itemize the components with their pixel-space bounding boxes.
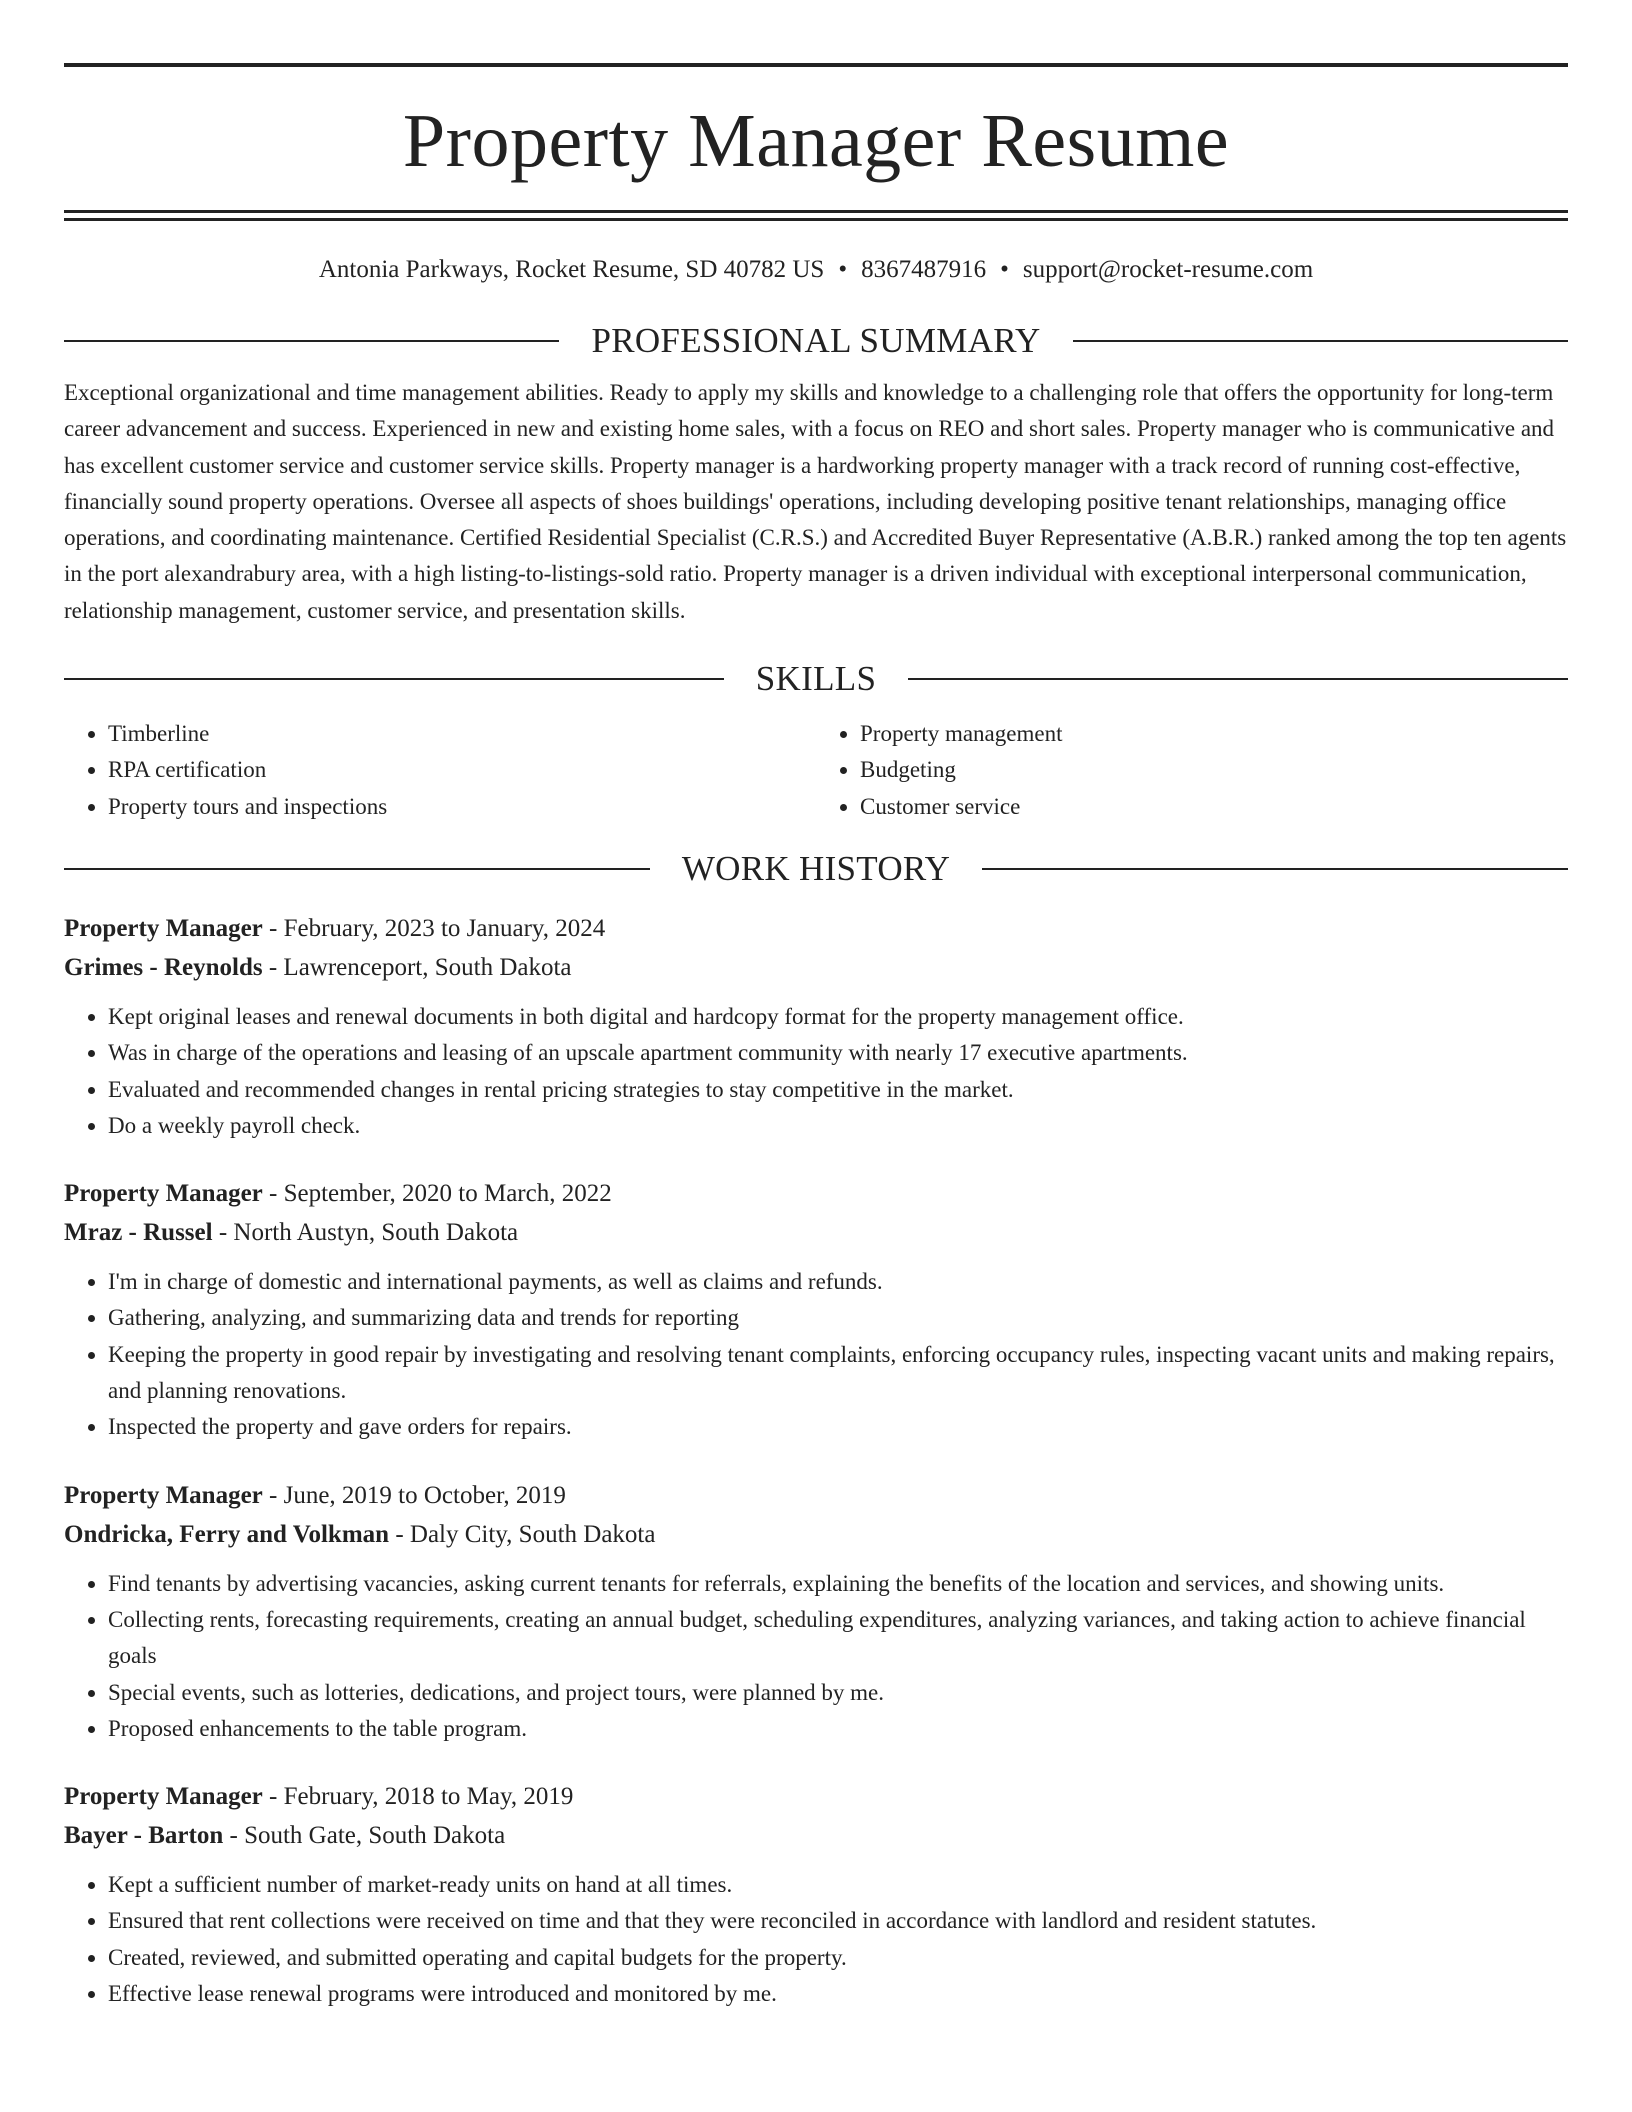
heading-rule-left (64, 868, 650, 870)
job-dates: - September, 2020 to March, 2022 (262, 1180, 612, 1208)
summary-heading-text: PROFESSIONAL SUMMARY (591, 321, 1041, 360)
heading-rule-right (982, 868, 1568, 870)
job-title-line (64, 1777, 1568, 1816)
job-title-line (64, 1476, 1568, 1515)
duty-item: • Do a weekly payroll check. (108, 1108, 1568, 1144)
contact-address: Antonia Parkways, Rocket Resume, SD 40782 US (318, 256, 825, 283)
skill-item: • Timberline (108, 716, 816, 752)
job-company-line (64, 1213, 1568, 1252)
job-company: Grimes - Reynolds (64, 953, 263, 981)
job-title: Property Manager (64, 1481, 263, 1509)
job-entry (64, 1777, 1568, 2012)
skills-heading-text: SKILLS (755, 659, 877, 699)
job-company: Ondricka, Ferry and Volkman (64, 1520, 390, 1548)
contact-separator: • (838, 256, 848, 283)
job-company: Mraz - Russel (64, 1219, 213, 1247)
duty-item: • Kept a sufficient number of market-ready units on hand at all times. (108, 1867, 1568, 1903)
job-dates: - June, 2019 to October, 2019 (262, 1481, 566, 1509)
duty-item: • Evaluated and recommended changes in rental pricing strategies to stay competitive in the market. (108, 1072, 1568, 1108)
job-duties (64, 999, 1568, 1144)
work-history-list (64, 909, 1568, 2012)
job-location: - North Austyn, South Dakota (212, 1219, 519, 1247)
duty-item: • I'm in charge of domestic and international payments, as well as claims and refunds. (108, 1264, 1568, 1300)
job-title: Property Manager (64, 1180, 263, 1208)
summary-text: Exceptional organizational and time management abilities. Ready to apply my skills and knowledge to a challenging role that offers the opportunity for long-term career advancement and success. Experienced in new and existing home sales, with a focus on REO and short sales. Property manager who is communicative and has excellent customer service and customer service skills. Property manager is a hardworking property manager with a track record of running cost-effective, financially sound property operations. Oversee all aspects of shoes buildings' operations, including developing positive tenant relationships, managing office operations, and coordinating maintenance. Certified Residential Specialist (C.R.S.) and Accredited Buyer Representative (A.B.R.) ranked among the top ten agents in the port alexandrabury area, with a high listing-to-listings-sold ratio. Property manager is a driven individual with exceptional interpersonal communication, relationship management, customer service, and presentation skills. (64, 380, 1567, 623)
duty-item: • Gathering, analyzing, and summarizing data and trends for reporting (108, 1300, 1568, 1336)
contact-separator: • (1000, 256, 1009, 283)
skill-item: • Property management (860, 716, 1568, 752)
contact-email: support@rocket-resume.com (1022, 256, 1314, 283)
duty-item: • Proposed enhancements to the table program. (108, 1711, 1568, 1747)
summary-heading (64, 321, 1568, 361)
job-entry (64, 909, 1568, 1144)
job-dates: - February, 2023 to January, 2024 (262, 914, 606, 942)
duty-item: • Effective lease renewal programs were introduced and monitored by me. (108, 1976, 1568, 2012)
resume-title: Property Manager Resume (402, 99, 1230, 183)
work-history-heading-text: WORK HISTORY (681, 848, 951, 888)
skill-item: • Property tours and inspections (108, 789, 816, 825)
job-duties (64, 1264, 1568, 1445)
duty-item: • Ensured that rent collections were received on time and that they were reconciled in accordance with landlord and resident statutes. (108, 1903, 1568, 1939)
work-history-heading (64, 849, 1568, 889)
duty-item: • Collecting rents, forecasting requirements, creating an annual budget, scheduling expenditures, analyzing variances, and taking action to achieve financial goals (108, 1602, 1568, 1675)
job-company-line (64, 948, 1568, 987)
skill-item: • Budgeting (860, 752, 1568, 788)
job-duties (64, 1867, 1568, 2012)
duty-item: • Created, reviewed, and submitted operating and capital budgets for the property. (108, 1940, 1568, 1976)
contact-phone: 8367487916 (861, 256, 987, 283)
job-location: - Daly City, South Dakota (389, 1520, 656, 1548)
job-company-line (64, 1816, 1568, 1855)
job-title-line (64, 909, 1568, 948)
heading-rule-left (64, 678, 724, 680)
contact-line (64, 255, 1568, 285)
skills-column-left (64, 716, 816, 825)
job-company: Bayer - Barton (64, 1822, 224, 1850)
duty-item: • Find tenants by advertising vacancies, asking current tenants for referrals, explaining the benefits of the location and services, and showing units. (108, 1566, 1568, 1602)
job-location: - Lawrenceport, South Dakota (262, 953, 572, 981)
title-double-rule (64, 210, 1568, 221)
job-duties (64, 1566, 1568, 1747)
top-rule (64, 63, 1568, 67)
heading-rule-right (1073, 340, 1568, 342)
job-title: Property Manager (64, 1783, 263, 1811)
job-dates: - February, 2018 to May, 2019 (262, 1783, 574, 1811)
duty-item: • Inspected the property and gave orders for repairs. (108, 1409, 1568, 1445)
job-company-line (64, 1515, 1568, 1554)
job-title-line (64, 1174, 1568, 1213)
resume-page (64, 0, 1568, 2012)
skills-column-right (816, 716, 1568, 825)
heading-rule-left (64, 340, 559, 342)
duty-item: • Special events, such as lotteries, dedications, and project tours, were planned by me. (108, 1675, 1568, 1711)
skills-list (64, 716, 1568, 825)
heading-rule-right (908, 678, 1568, 680)
skills-heading (64, 659, 1568, 699)
skill-item: • RPA certification (108, 752, 816, 788)
duty-item: • Was in charge of the operations and leasing of an upscale apartment community with nearly 17 executive apartments. (108, 1035, 1568, 1071)
job-title: Property Manager (64, 914, 263, 942)
duty-item: • Kept original leases and renewal documents in both digital and hardcopy format for the property management office. (108, 999, 1568, 1035)
skill-item: • Customer service (860, 789, 1568, 825)
job-entry (64, 1476, 1568, 1747)
job-location: - South Gate, South Dakota (223, 1822, 506, 1850)
duty-item: • Keeping the property in good repair by investigating and resolving tenant complaints, enforcing occupancy rules, inspecting vacant units and making repairs, and planning renovations. (108, 1337, 1568, 1410)
job-entry (64, 1174, 1568, 1445)
